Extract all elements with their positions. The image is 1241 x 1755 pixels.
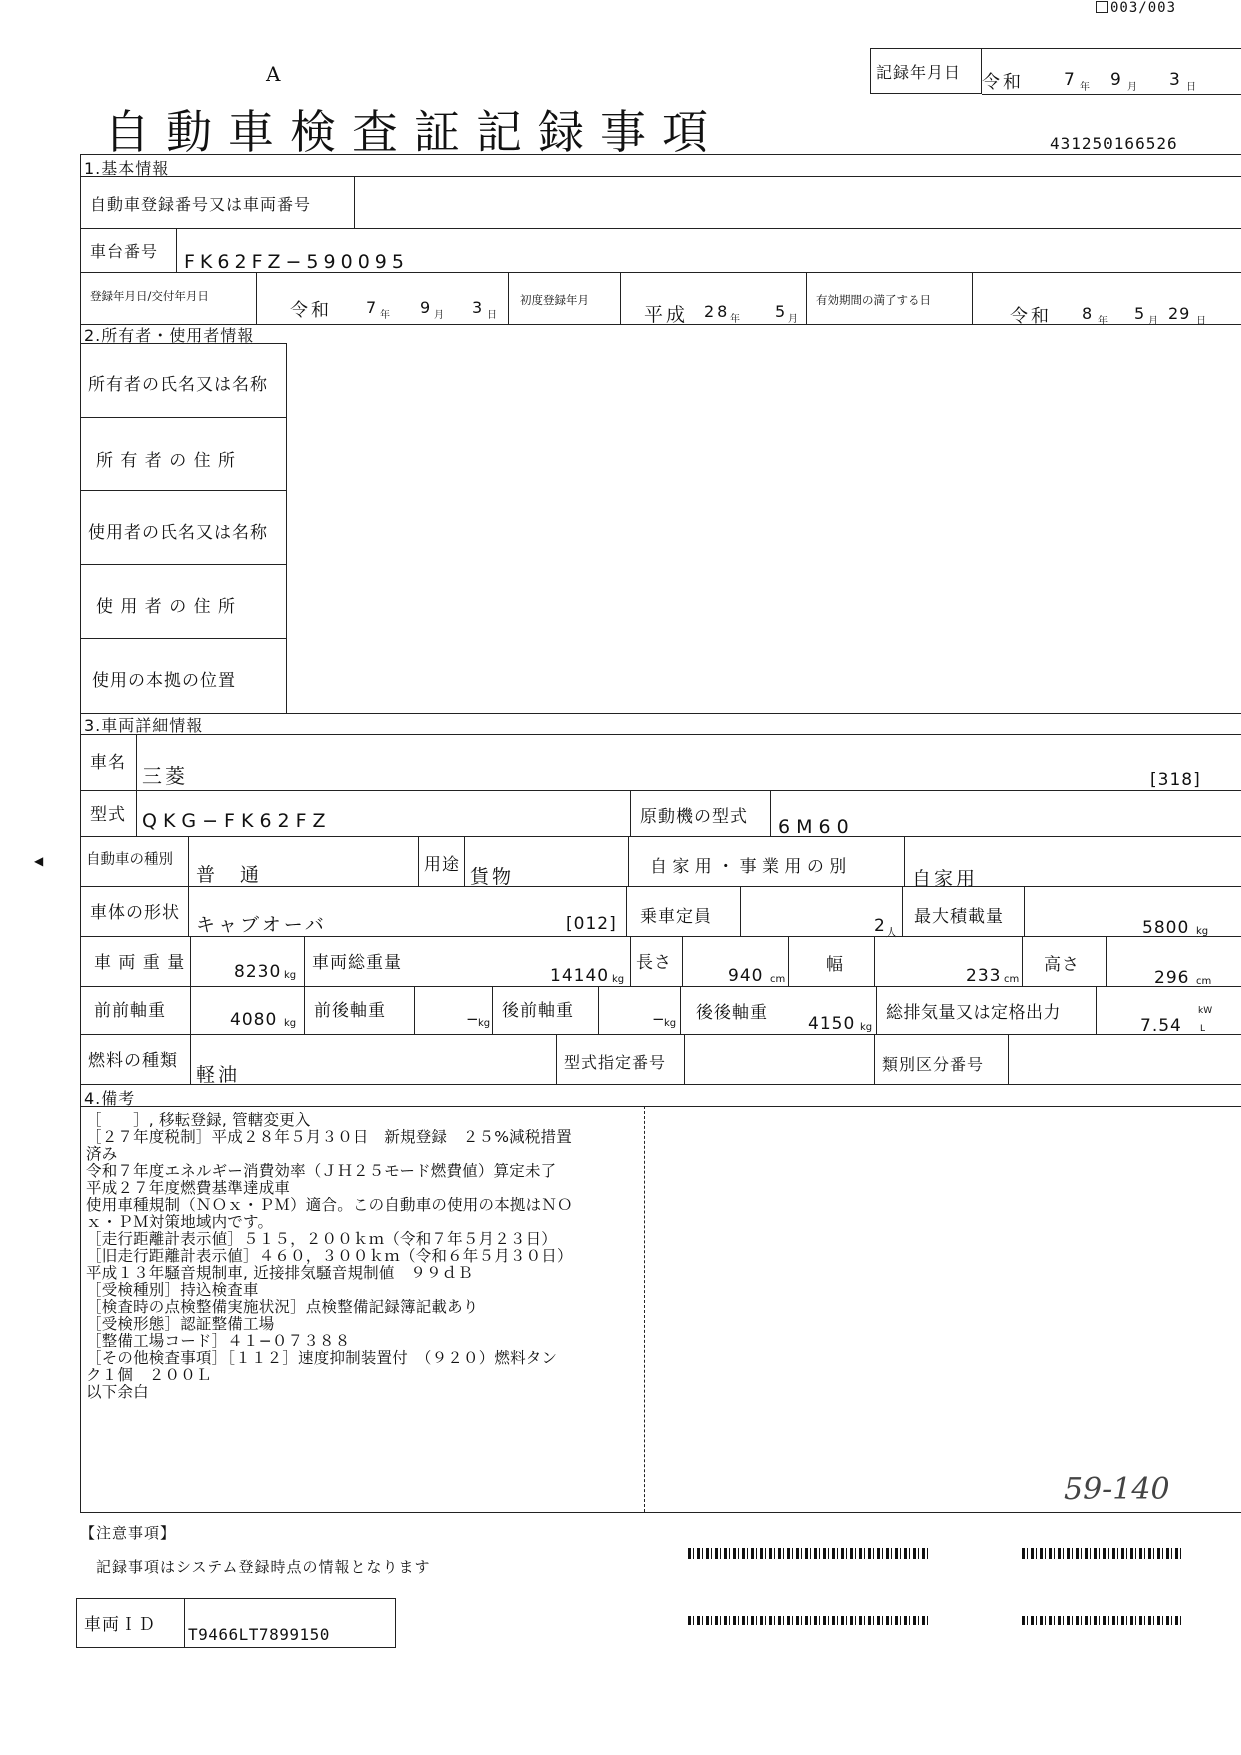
remark-line: ク１個 ２００Ｌ — [86, 1366, 212, 1384]
remark-line: ［受検種別］持込検査車 — [86, 1281, 259, 1299]
category-number-label: 類別区分番号 — [882, 1055, 985, 1074]
vehicle-kind-value: 普 通 — [196, 864, 263, 886]
qr-code-icon — [1022, 1616, 1182, 1625]
length-label: 長さ — [636, 953, 672, 973]
remark-line: ［走行距離計表示値］５１５，２００ｋｍ（令和７年５月２３日） — [86, 1230, 558, 1248]
maker-value: 三菱 — [142, 764, 188, 788]
handwritten-note: 59-140 — [1064, 1472, 1170, 1507]
capacity-value: 2 — [874, 916, 888, 936]
height-value: 296 — [1154, 968, 1190, 988]
height-label: 高さ — [1044, 955, 1080, 975]
rear-rear-axle-label: 後後軸重 — [696, 1003, 768, 1023]
rear-front-axle-label: 後前軸重 — [502, 1001, 574, 1021]
user-name-label: 使用者の氏名又は名称 — [88, 523, 268, 543]
maker-code: [318] — [1150, 770, 1201, 790]
width-value: 233 — [966, 966, 1002, 986]
section-owner-info: 2.所有者・使用者情報 — [84, 326, 255, 345]
qr-code-icon — [688, 1616, 928, 1625]
record-month: 9 — [1110, 70, 1124, 90]
body-shape-code: [012] — [566, 914, 617, 934]
gross-weight-label: 車両総重量 — [312, 953, 402, 973]
remark-line: 済み — [86, 1145, 118, 1163]
remark-line: ［旧走行距離計表示値］４６０，３００ｋｍ（令和６年５月３０日） — [86, 1247, 573, 1265]
remark-line: ［整備工場コード］４１−０７３８８ — [86, 1332, 351, 1350]
reg-number-label: 自動車登録番号又は車両番号 — [90, 195, 312, 214]
first-reg-era: 平成 — [644, 304, 689, 326]
remark-line: 使用車種規制（ＮＯｘ・ＰＭ）適合。この自動車の使用の本拠はＮＯ — [86, 1196, 573, 1214]
body-shape-label: 車体の形状 — [90, 903, 180, 923]
qr-code-icon — [1022, 1548, 1182, 1559]
remark-line: 令和７年度エネルギー消費効率（ＪＨ２５モード燃費値）算定未了 — [86, 1162, 557, 1180]
remark-line: ［その他検査事項］［１１２］速度抑制装置付 （９２０）燃料タン — [86, 1349, 558, 1367]
section-remarks: 4.備考 — [84, 1089, 136, 1108]
chassis-label: 車台番号 — [90, 242, 159, 261]
max-load-value: 5800 — [1142, 918, 1190, 938]
remarks-list — [86, 1112, 573, 1401]
page-title: 自動車検査証記録事項 — [104, 105, 724, 159]
chassis-value: FK62FZ−590095 — [184, 251, 409, 273]
width-label: 幅 — [826, 955, 844, 975]
remark-line: ｘ・ＰＭ対策地域内です。 — [86, 1213, 274, 1231]
front-rear-axle-value: − — [466, 1010, 482, 1028]
record-day: 3 — [1169, 70, 1183, 90]
expiry-era: 令和 — [1010, 306, 1052, 327]
displacement-label: 総排気量又は定格出力 — [886, 1003, 1061, 1023]
private-commercial-label: 自 家 用 ・ 事 業 用 の 別 — [650, 857, 847, 877]
private-commercial-value: 自家用 — [912, 868, 979, 890]
section-basic-info: 1.基本情報 — [84, 159, 170, 178]
remark-line: ［検査時の点検整備実施状況］点検整備記録簿記載あり — [86, 1298, 479, 1316]
owner-name-label: 所有者の氏名又は名称 — [88, 375, 268, 395]
reg-date-era: 令和 — [290, 300, 332, 321]
front-front-axle-value: 4080 — [230, 1010, 278, 1030]
first-reg-label: 初度登録年月 — [520, 293, 589, 307]
body-shape-value: キャブオーバ — [196, 914, 327, 936]
remark-line: ［ ］, 移転登録, 管轄変更入 — [86, 1111, 311, 1129]
max-load-label: 最大積載量 — [914, 907, 1004, 927]
qr-code-icon — [688, 1548, 928, 1559]
record-date-label: 記録年月日 — [876, 63, 962, 82]
remark-line: ［２７年度税制］平成２８年５月３０日 新規登録 ２５%減税措置 — [86, 1128, 572, 1146]
base-location-label: 使用の本拠の位置 — [92, 671, 236, 691]
front-front-axle-label: 前前軸重 — [94, 1001, 166, 1021]
document-number: 431250166526 — [1050, 134, 1178, 153]
rear-front-axle-value: − — [652, 1010, 668, 1028]
fax-icon — [1096, 1, 1108, 13]
rear-rear-axle-value: 4150 — [808, 1014, 856, 1034]
remark-line: 平成１３年騒音規制車, 近接排気騒音規制値 ９９ｄＢ — [86, 1264, 474, 1282]
vehicle-weight-label: 車 両 重 量 — [94, 953, 186, 973]
vehicle-kind-label: 自動車の種別 — [86, 852, 173, 868]
margin-arrow-icon: ◀ — [34, 854, 44, 868]
remark-line: 平成２７年度燃費基準達成車 — [86, 1179, 291, 1197]
vehicle-id-label: 車両ＩＤ — [84, 1615, 156, 1635]
page-number: 003/003 — [1096, 0, 1176, 16]
fuel-type-label: 燃料の種類 — [88, 1051, 178, 1071]
vehicle-weight-value: 8230 — [234, 962, 282, 982]
front-rear-axle-label: 前後軸重 — [314, 1001, 386, 1021]
reg-date-label: 登録年月日/交付年月日 — [90, 289, 209, 303]
fuel-type-value: 軽油 — [196, 1064, 241, 1086]
notes-text: 記録事項はシステム登録時点の情報となります — [96, 1558, 431, 1576]
usage-label: 用途 — [424, 855, 460, 875]
section-vehicle-details: 3.車両詳細情報 — [84, 716, 204, 735]
model-label: 型式 — [90, 805, 126, 825]
maker-label: 車名 — [90, 753, 126, 773]
displacement-value: 7.54 — [1140, 1016, 1182, 1036]
remark-line: ［受検形態］認証整備工場 — [86, 1315, 275, 1333]
gross-weight-value: 14140 — [550, 966, 610, 986]
vehicle-id-value: T9466LT7899150 — [188, 1625, 330, 1644]
user-address-label: 使 用 者 の 住 所 — [96, 597, 237, 617]
record-year: 7 — [1064, 70, 1078, 90]
capacity-label: 乗車定員 — [640, 907, 712, 927]
length-value: 940 — [728, 966, 764, 986]
remark-line: 以下余白 — [86, 1383, 149, 1401]
type-designation-label: 型式指定番号 — [564, 1053, 667, 1072]
engine-model-label: 原動機の型式 — [640, 807, 748, 827]
owner-address-label: 所 有 者 の 住 所 — [96, 451, 237, 471]
record-era: 令和 — [982, 72, 1024, 93]
notes-label: 【注意事項】 — [80, 1524, 177, 1542]
expiry-label: 有効期間の満了する日 — [816, 293, 931, 307]
mark-a: A — [266, 62, 281, 86]
usage-value: 貨物 — [470, 866, 515, 888]
engine-model-value: 6M60 — [778, 816, 855, 838]
model-value: QKG−FK62FZ — [142, 810, 332, 832]
